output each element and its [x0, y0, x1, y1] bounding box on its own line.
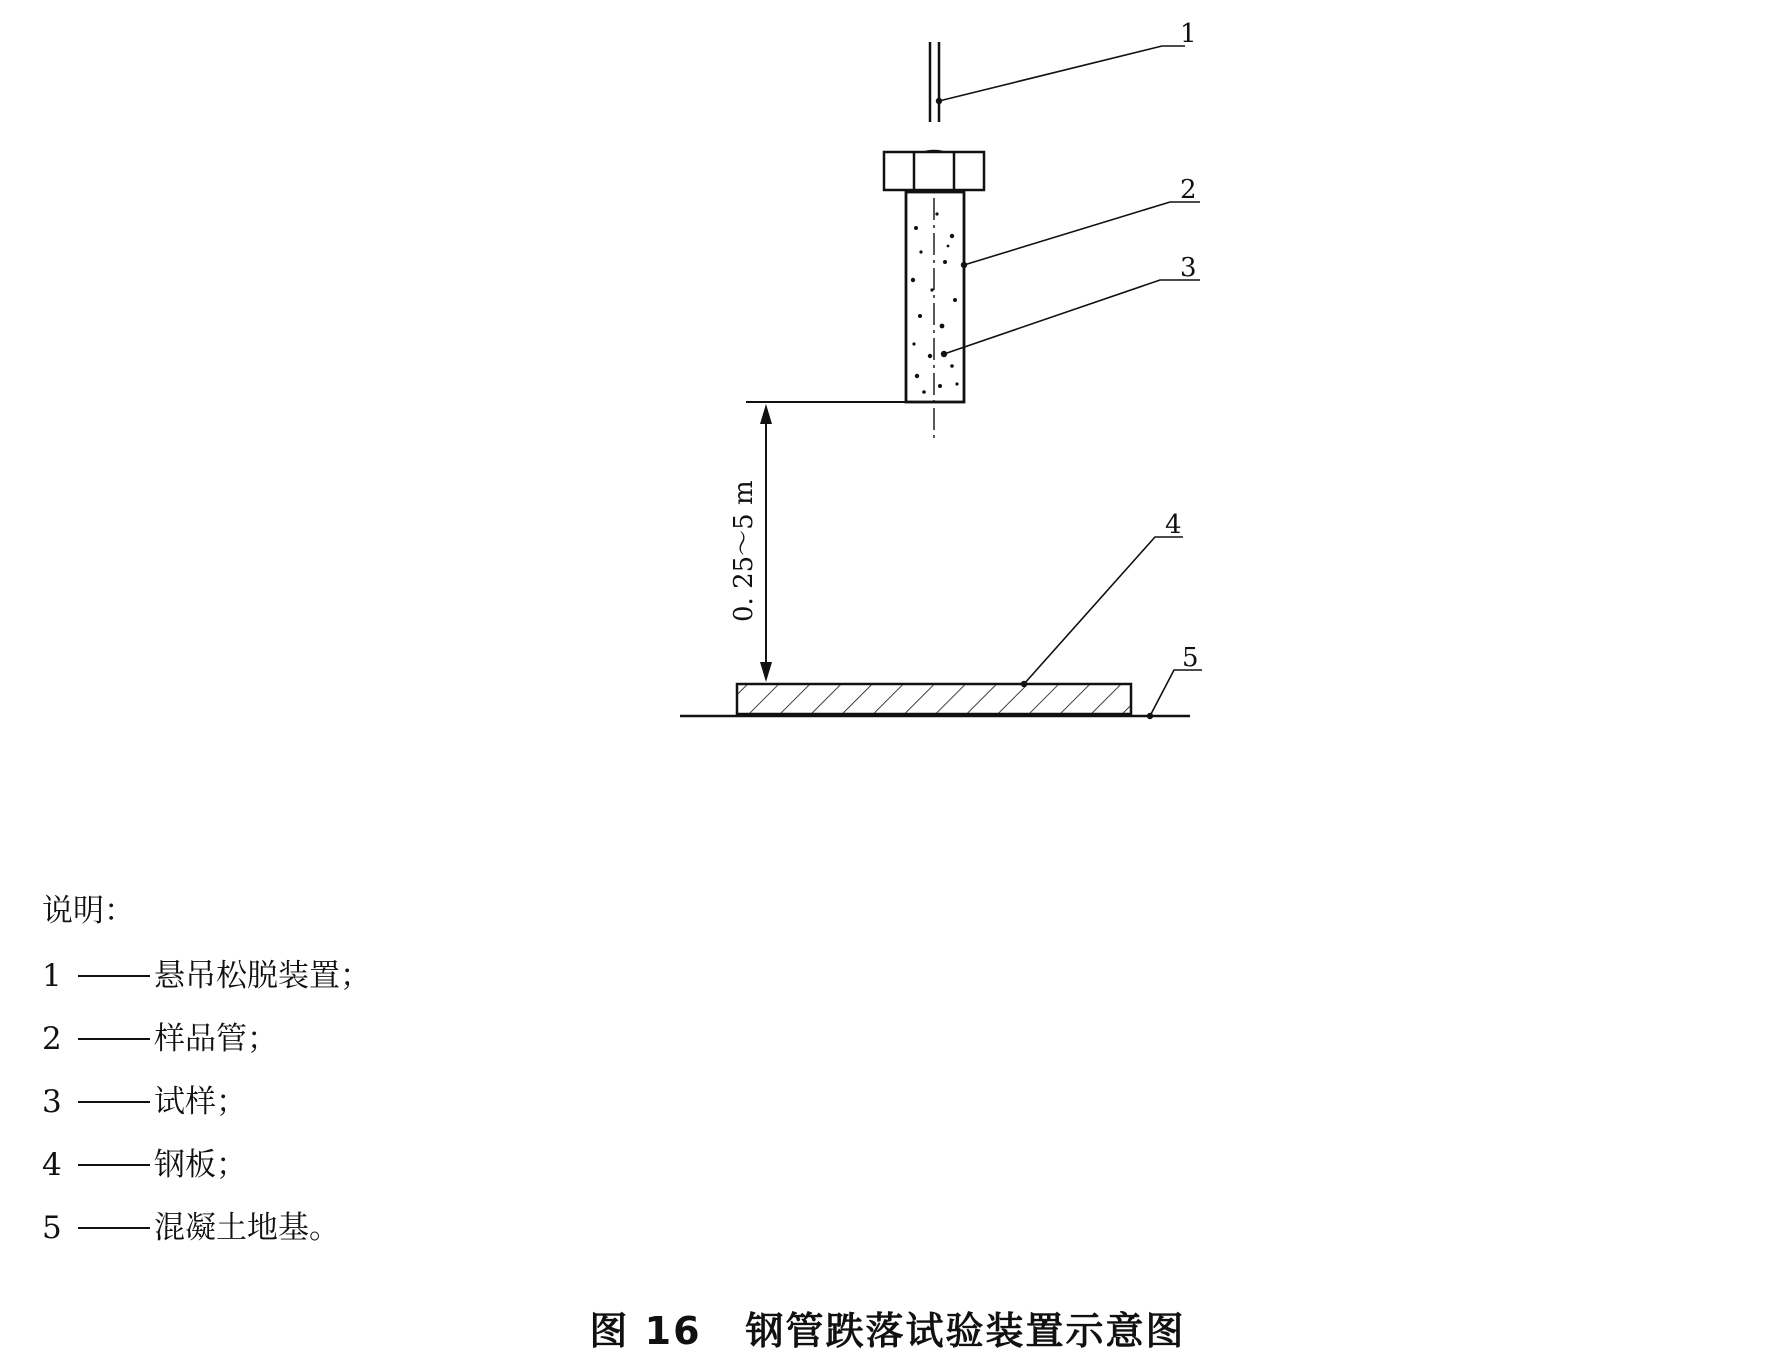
callout-2: 2 — [1180, 175, 1197, 205]
figure-title: 钢管跌落试验装置示意图 — [745, 1309, 1186, 1353]
legend-text: 钢板； — [154, 1147, 247, 1183]
legend-item — [42, 1134, 371, 1197]
suspension-cable — [930, 42, 939, 122]
legend — [42, 880, 371, 1260]
legend-title: 说明： — [42, 893, 135, 929]
legend-dash — [78, 1038, 150, 1040]
legend-number: 2 — [42, 1021, 62, 1057]
figure-caption — [0, 1300, 1775, 1355]
legend-item — [42, 1008, 371, 1071]
legend-number: 1 — [42, 958, 62, 994]
callout-4: 4 — [1165, 510, 1182, 540]
dimension-arrow — [760, 404, 772, 682]
legend-dash — [78, 1227, 150, 1229]
legend-text: 试样； — [154, 1084, 247, 1120]
sample-tube — [906, 192, 964, 402]
legend-text: 悬吊松脱装置； — [154, 958, 371, 994]
legend-item — [42, 1071, 371, 1134]
legend-number: 4 — [42, 1147, 62, 1183]
steel-plate — [737, 684, 1131, 714]
legend-item — [42, 945, 371, 1008]
legend-dash — [78, 1164, 150, 1166]
leader-lines — [936, 46, 1202, 719]
callout-1: 1 — [1180, 19, 1197, 49]
figure-number: 图 16 — [589, 1309, 702, 1353]
callout-5: 5 — [1182, 643, 1199, 673]
legend-dash — [78, 1101, 150, 1103]
release-device — [884, 151, 984, 190]
legend-number: 3 — [42, 1084, 62, 1120]
legend-text: 混凝土地基。 — [154, 1210, 340, 1246]
legend-dash — [78, 975, 150, 977]
legend-text: 样品管； — [154, 1021, 278, 1057]
legend-item — [42, 1197, 371, 1260]
legend-number: 5 — [42, 1210, 62, 1246]
callout-3: 3 — [1180, 253, 1197, 283]
dimension-label: 0. 25～5 m — [729, 480, 759, 622]
